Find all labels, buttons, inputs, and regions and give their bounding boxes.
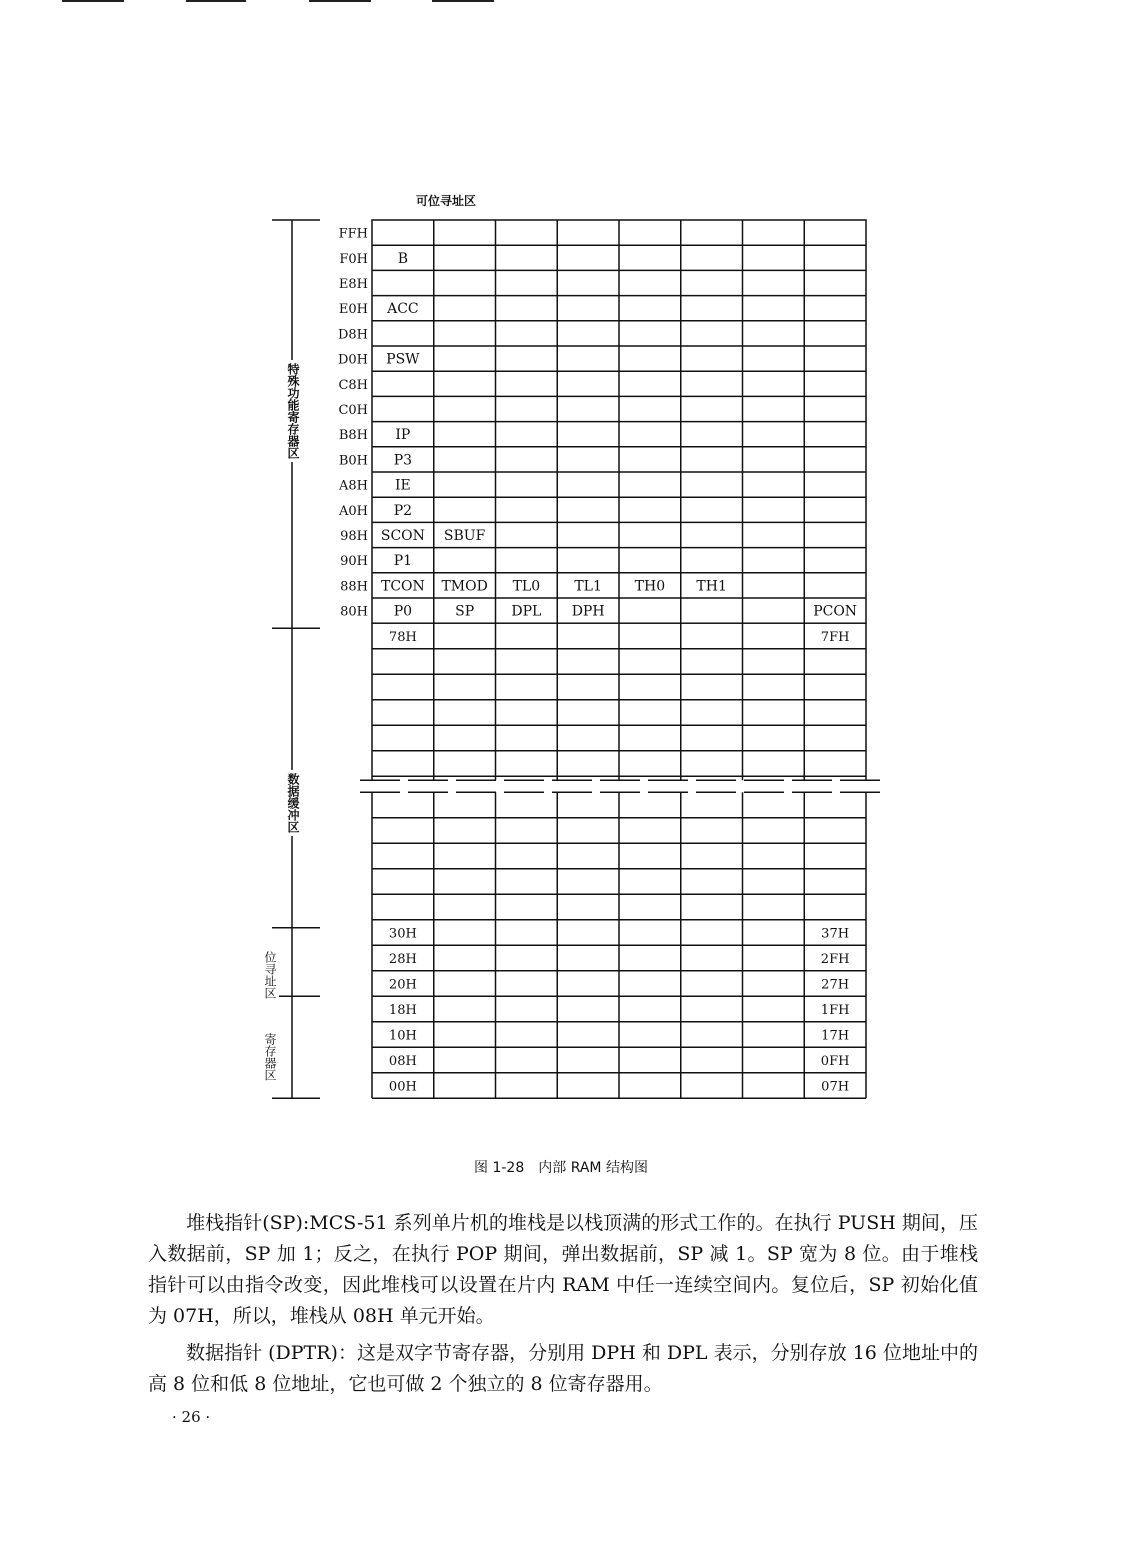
sfr-register-cell: DPH [571, 603, 605, 620]
ram-address-cell: 07H [821, 1079, 850, 1095]
sfr-register-cell: P0 [393, 603, 413, 620]
paragraph-sp: 堆栈指针(SP):MCS-51 系列单片机的堆栈是以栈顶满的形式工作的。在执行 PUSH 期间，压入数据前，SP 加 1；反之，在执行 POP 期间，弹出数据前，SP 减 1。SP 宽为 8 位。由于堆栈指针可以由指令改变，因此堆栈可以设置在片内 RAM 中任一连续空间内。复位后，SP 初始化值为 07H，所以，堆栈从 08H 单元开始。 [148, 1212, 978, 1327]
ram-address-cell: 18H [388, 1002, 417, 1018]
ram-address-cell: 27H [821, 977, 850, 993]
sfr-address-label: A8H [339, 478, 368, 494]
sfr-address-label: FFH [338, 226, 368, 242]
ram-address-cell: 2FH [820, 951, 850, 967]
ram-address-cell: 30H [388, 926, 417, 942]
sfr-register-cell: SCON [380, 528, 425, 544]
sfr-register-cell: P2 [393, 502, 413, 519]
paragraph-dptr: 数据指针 (DPTR)：这是双字节寄存器，分别用 DPH 和 DPL 表示，分别存放 16 位地址中的高 8 位和低 8 位地址，它也可做 2 个独立的 8 位寄存器用。 [148, 1342, 978, 1395]
sfr-address-label: C8H [338, 377, 368, 393]
sfr-address-label: E0H [338, 302, 368, 318]
sfr-register-cell: IE [395, 477, 411, 494]
sfr-register-cell: SBUF [443, 528, 486, 544]
sfr-address-label: D0H [337, 352, 368, 368]
bit-area-label: 位寻址区 [262, 948, 279, 1002]
sfr-register-cell: DPL [511, 603, 542, 620]
sfr-address-label: 98H [340, 529, 368, 544]
ram-address-cell: 28H [388, 951, 417, 967]
sfr-area-label: 特殊功能寄存器区 [285, 360, 302, 462]
sfr-address-label: C0H [338, 403, 368, 418]
ram-address-cell: 0FH [820, 1053, 850, 1069]
sfr-register-cell: TL0 [512, 578, 541, 595]
sfr-address-label: D8H [337, 327, 368, 343]
sfr-address-label: 80H [340, 604, 368, 620]
sfr-address-label: 88H [340, 579, 368, 595]
sfr-register-cell: P3 [393, 452, 413, 469]
sfr-address-label: F0H [339, 251, 368, 267]
sfr-register-cell: B [397, 250, 409, 267]
sfr-register-cell: TCON [380, 578, 425, 595]
ram-address-cell: 78H [388, 629, 417, 645]
sfr-register-cell: P1 [393, 553, 413, 570]
buffer-area-label: 数据缓冲区 [285, 770, 302, 836]
sfr-register-cell: PSW [386, 351, 420, 368]
register-area-label: 寄存器区 [262, 1030, 279, 1084]
figure-caption: 图 1-28 内部 RAM 结构图 [474, 1160, 648, 1176]
ram-address-cell: 37H [821, 926, 850, 942]
sfr-register-cell: ACC [387, 301, 419, 318]
ram-address-cell: 20H [388, 977, 417, 993]
ram-address-cell: 17H [821, 1028, 850, 1044]
sfr-register-cell: PCON [813, 603, 858, 620]
ram-address-cell: 1FH [820, 1002, 850, 1018]
sfr-register-cell: IP [395, 427, 411, 444]
ram-address-cell: 7FH [820, 629, 850, 645]
ram-address-cell: 10H [388, 1028, 417, 1044]
sfr-register-cell: TH1 [696, 578, 727, 595]
sfr-address-label: 90H [340, 554, 368, 570]
sfr-register-cell: TMOD [441, 578, 488, 595]
ram-address-cell: 00H [388, 1079, 417, 1095]
sfr-register-cell: TL1 [574, 578, 602, 595]
sfr-register-cell: SP [455, 603, 475, 620]
sfr-address-label: B8H [338, 428, 368, 444]
sfr-register-cell: TH0 [634, 578, 666, 595]
sfr-address-label: E8H [338, 277, 368, 292]
bit-addressable-label: 可位寻址区 [416, 194, 477, 208]
ram-address-cell: 08H [388, 1053, 417, 1069]
sfr-address-label: B0H [338, 453, 368, 469]
sfr-address-label: A0H [339, 503, 368, 519]
page-number: · 26 · [172, 1408, 211, 1426]
